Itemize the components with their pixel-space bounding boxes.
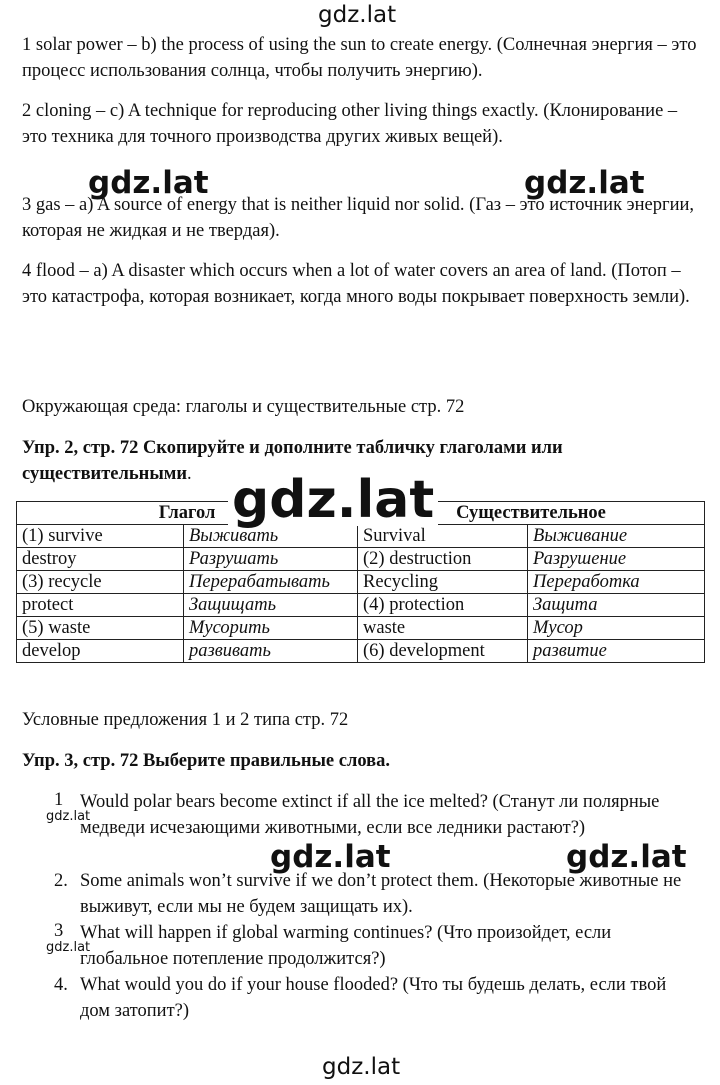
watermark-top: gdz.lat [318, 2, 397, 28]
answer-number-1: 1 [54, 790, 64, 810]
watermark-list-right: gdz.lat [566, 839, 687, 875]
watermark-list-left: gdz.lat [270, 839, 391, 875]
table-row [17, 548, 705, 571]
answer-number-2: 2. [54, 871, 68, 891]
answer-number-3: 3 [54, 921, 64, 941]
table-row [17, 571, 705, 594]
noun-en: Survival [358, 525, 528, 548]
noun-ru: Переработка [528, 571, 705, 594]
answer-3: What will happen if global warming continues? (Что произойдет, если глобальное потепление продолжится?) [80, 923, 612, 969]
verb-en: develop [17, 640, 184, 663]
verb-en: (3) recycle [17, 571, 184, 594]
answer-4: What would you do if your house flooded? (Что ты будешь делать, если твой дом затопит?) [80, 975, 667, 1021]
noun-ru: Мусор [528, 617, 705, 640]
noun-ru: Защита [528, 594, 705, 617]
verb-ru: Защищать [184, 594, 358, 617]
verb-ru: Мусорить [184, 617, 358, 640]
watermark-mid-right: gdz.lat [524, 165, 645, 201]
verb-en: destroy [17, 548, 184, 571]
table-row [17, 640, 705, 663]
exercise-3-task: Упр. 3, стр. 72 Выберите правильные слова. [22, 751, 391, 771]
definition-4: 4 flood – a) A disaster which occurs when a lot of water covers an area of land. (Потоп – это катастрофа, которая возникает, когда много воды покрывает поверхность земли). [22, 261, 690, 307]
verb-ru: Выживать [184, 525, 358, 548]
header-noun: Существительное [358, 502, 705, 525]
table-row [17, 594, 705, 617]
noun-ru: развитие [528, 640, 705, 663]
watermark-list-small-1: gdz.lat [46, 809, 91, 824]
answer-1: Would polar bears become extinct if all the ice melted? (Станут ли полярные медведи исчезающими животными, если все ледники растают?) [80, 792, 660, 838]
answer-number-4: 4. [54, 975, 68, 995]
noun-ru: Разрушение [528, 548, 705, 571]
exercise-2-task-text: Упр. 2, стр. 72 Скопируйте и дополните табличку глаголами или существительными [22, 438, 563, 484]
watermark-list-small-3: gdz.lat [46, 940, 91, 955]
header-verb: Глагол [17, 502, 358, 525]
definition-3: 3 gas – a) A source of energy that is neither liquid nor solid. (Газ – это источник энергии, которая не жидкая и не твердая). [22, 195, 694, 241]
section-heading-conditionals: Условные предложения 1 и 2 типа стр. 72 [22, 710, 349, 730]
noun-en: waste [358, 617, 528, 640]
verb-ru: Перерабатывать [184, 571, 358, 594]
verb-en: (1) survive [17, 525, 184, 548]
verb-en: (5) waste [17, 617, 184, 640]
noun-en: (4) protection [358, 594, 528, 617]
definition-2: 2 cloning – c) A technique for reproducing other living things exactly. (Клонирование – это техника для точного производства других живых вещей). [22, 101, 678, 147]
section-heading-vocabulary: Окружающая среда: глаголы и существительные стр. 72 [22, 397, 465, 417]
noun-en: (6) development [358, 640, 528, 663]
verb-en: protect [17, 594, 184, 617]
noun-ru: Выживание [528, 525, 705, 548]
watermark-table: gdz.lat [228, 474, 438, 526]
verb-ru: Разрушать [184, 548, 358, 571]
table-row [17, 617, 705, 640]
noun-en: (2) destruction [358, 548, 528, 571]
exercise-2-task-end: . [187, 464, 192, 484]
definition-1: 1 solar power – b) the process of using the sun to create energy. (Солнечная энергия – это процесс использования солнца, чтобы получить энергию). [22, 35, 697, 81]
answer-2: Some animals won’t survive if we don’t protect them. (Некоторые животные не выживут, если мы не будем защищать их). [80, 871, 682, 917]
watermark-bottom: gdz.lat [322, 1054, 401, 1080]
noun-en: Recycling [358, 571, 528, 594]
watermark-mid-left: gdz.lat [88, 165, 209, 201]
verb-ru: развивать [184, 640, 358, 663]
